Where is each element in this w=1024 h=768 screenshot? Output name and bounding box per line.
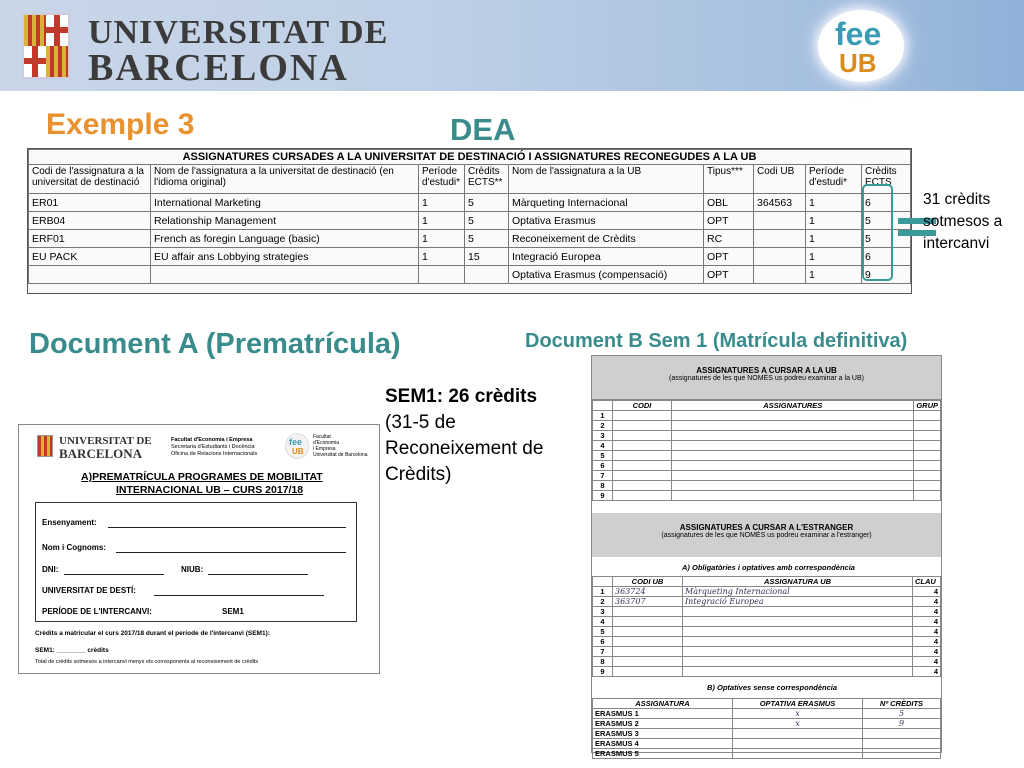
clau-cell: 4	[913, 607, 941, 617]
fee-ub-logo	[818, 10, 904, 82]
empty-cell	[672, 461, 914, 471]
clau-cell: 4	[913, 667, 941, 677]
doc-b-sec1-sub: (assignatures de les que NOMÉS us podreu examinar a la UB)	[669, 375, 864, 382]
table-row	[593, 587, 941, 597]
doc-a-form-box	[35, 502, 357, 622]
field-dni-label: DNI:	[42, 565, 59, 574]
fee-logo-text: fee	[289, 437, 303, 447]
doc-b-col-header: Nº CRÈDITS	[863, 699, 941, 709]
doc-b-col-header: ASSIGNATURA	[593, 699, 733, 709]
empty-cell	[914, 421, 941, 431]
dea-table-cell	[29, 266, 151, 284]
doc-b-col-header: OPTATIVA ERASMUS	[733, 699, 863, 709]
dea-table-cell: ERB04	[29, 212, 151, 230]
table-row	[593, 411, 941, 421]
doc-a-faculty: Facultat d'Economia i Empresa	[171, 437, 253, 443]
erasmus-name: ERASMUS 4	[593, 739, 733, 749]
empty-cell	[914, 461, 941, 471]
doc-b-heading: Document B Sem 1 (Matrícula definitiva)	[525, 330, 908, 352]
dea-table-cell: 15	[465, 248, 509, 266]
dea-scanned-table	[27, 148, 912, 294]
row-number: 6	[593, 461, 613, 471]
fee-logo-ub: UB	[839, 48, 877, 78]
empty-cell	[612, 491, 671, 501]
handwritten-code	[613, 657, 683, 667]
table-row	[593, 607, 941, 617]
sem1-credits: SEM1: 26 crèdits	[385, 386, 538, 407]
dea-col-header: Nom de l'assignatura a la UB	[509, 165, 704, 194]
dea-table-cell: OBL	[704, 194, 754, 212]
table-row	[593, 431, 941, 441]
handwritten-code	[613, 667, 683, 677]
dea-table-cell	[754, 230, 806, 248]
doc-b-sec1-table	[592, 400, 941, 501]
doc-a-sem1-label: SEM1: ________ crèdits	[35, 647, 109, 654]
dea-col-header: Codi de l'assignatura a la universitat de destinació	[29, 165, 151, 194]
erasmus-name: ERASMUS 2	[593, 719, 733, 729]
dea-table-cell: International Marketing	[151, 194, 419, 212]
side-note-line: intercanvi	[923, 235, 990, 252]
empty-cell	[914, 481, 941, 491]
doc-b-col-header: CODI UB	[613, 577, 683, 587]
table-row	[593, 637, 941, 647]
field-univ-line	[154, 595, 324, 596]
sem1-note-line: Reconeixement de	[385, 438, 544, 459]
row-number: 3	[593, 607, 613, 617]
dea-table-cell	[151, 266, 419, 284]
table-row	[593, 421, 941, 431]
row-number: 4	[593, 441, 613, 451]
doc-b-sec3-table	[592, 698, 941, 759]
empty-cell	[672, 411, 914, 421]
handwritten-credits: 9	[863, 719, 941, 729]
empty-cell	[914, 411, 941, 421]
handwritten-credits: 5	[863, 709, 941, 719]
dea-table-cell: ERF01	[29, 230, 151, 248]
side-note-line: 31 crèdits	[923, 191, 991, 208]
dea-col-header: Període d'estudi*	[419, 165, 465, 194]
empty-cell	[914, 441, 941, 451]
field-dni-line	[64, 574, 164, 575]
handwritten-code: 363707	[613, 597, 683, 607]
handwritten-subject	[683, 647, 913, 657]
table-row	[593, 481, 941, 491]
handwritten-code	[613, 607, 683, 617]
handwritten-mark: x	[733, 719, 863, 729]
field-nom-label: Nom i Cognoms:	[42, 543, 106, 552]
doc-a-title1: A)PREMATRÍCULA PROGRAMES DE MOBILITAT	[81, 471, 323, 483]
handwritten-code: 363724	[613, 587, 683, 597]
empty-cell	[612, 421, 671, 431]
fee-ub-logo	[285, 433, 309, 459]
row-number: 2	[593, 421, 613, 431]
field-nom-line	[116, 552, 346, 553]
dea-col-header: Codi UB	[754, 165, 806, 194]
dea-table-cell: 1	[419, 248, 465, 266]
table-row	[29, 212, 911, 230]
row-number: 7	[593, 471, 613, 481]
table-row	[593, 719, 941, 729]
row-number: 1	[593, 587, 613, 597]
table-row	[593, 627, 941, 637]
table-row	[593, 709, 941, 719]
dea-table-cell: 5	[465, 230, 509, 248]
empty-cell	[914, 471, 941, 481]
dea-table-cell: OPT	[704, 248, 754, 266]
table-row	[593, 597, 941, 607]
fee-logo-text: fee	[835, 16, 882, 52]
doc-b-sec2-title: ASSIGNATURES A CURSAR A L'ESTRANGER	[679, 523, 854, 532]
clau-cell: 4	[913, 637, 941, 647]
field-niub-label: NIUB:	[181, 565, 204, 574]
table-row	[593, 647, 941, 657]
row-number: 2	[593, 597, 613, 607]
doc-b-sec1-title: ASSIGNATURES A CURSAR A LA UB	[696, 366, 837, 375]
doc-b-col-header: GRUP	[914, 401, 941, 411]
dea-table-cell: 5	[465, 212, 509, 230]
empty-cell	[612, 461, 671, 471]
dea-table-cell: Optativa Erasmus	[509, 212, 704, 230]
table-row	[593, 729, 941, 739]
dea-table-cell: OPT	[704, 212, 754, 230]
dea-table-cell: French as foregin Language (basic)	[151, 230, 419, 248]
dea-table-cell: Reconeixement de Crèdits	[509, 230, 704, 248]
table-row	[593, 667, 941, 677]
doc-a-faculty: Oficina de Relacions Internacionals	[171, 451, 258, 457]
table-row	[593, 739, 941, 749]
dea-table-cell	[754, 248, 806, 266]
handwritten-mark	[733, 739, 863, 749]
doc-b-sec2-a: A) Obligatòries i optatives amb correspondència	[682, 563, 855, 572]
table-row	[593, 491, 941, 501]
row-number: 7	[593, 647, 613, 657]
doc-a-heading: Document A (Prematrícula)	[29, 328, 401, 360]
ub-shield-logo	[37, 435, 53, 457]
doc-b-sec1-header	[592, 356, 941, 400]
dea-table-cell: 1	[419, 212, 465, 230]
dea-table-cell: 1	[806, 248, 862, 266]
handwritten-subject	[683, 617, 913, 627]
row-number: 8	[593, 481, 613, 491]
empty-cell	[612, 441, 671, 451]
empty-cell	[612, 431, 671, 441]
handwritten-credits	[863, 739, 941, 749]
doc-b-sec2-table	[592, 576, 941, 677]
handwritten-subject	[683, 657, 913, 667]
field-ensenyament-label: Ensenyament:	[42, 518, 97, 527]
row-number: 5	[593, 627, 613, 637]
fee-side-line: d'Economia	[313, 440, 339, 446]
table-row	[593, 441, 941, 451]
handwritten-subject	[683, 667, 913, 677]
side-note-line: sotmesos a	[923, 213, 1003, 230]
dea-table-cell: 5	[465, 194, 509, 212]
dea-col-header: Crèdits ECTS**	[465, 165, 509, 194]
table-row	[29, 194, 911, 212]
doc-b-col-header: CLAU	[913, 577, 941, 587]
dea-col-header: Tipus***	[704, 165, 754, 194]
ects-highlight-box	[862, 184, 893, 281]
document-b-matricula	[591, 355, 942, 758]
erasmus-name: ERASMUS 1	[593, 709, 733, 719]
handwritten-subject: Màrqueting Internacional	[683, 587, 913, 597]
doc-a-fee-side	[313, 434, 367, 458]
dea-table-cell	[465, 266, 509, 284]
handwritten-code	[613, 617, 683, 627]
doc-b-sec2-header	[592, 513, 941, 557]
dea-table-cell: Relationship Management	[151, 212, 419, 230]
sem1-note	[385, 384, 543, 488]
empty-cell	[612, 411, 671, 421]
dea-col-header: Període d'estudi*	[806, 165, 862, 194]
dea-table-cell: OPT	[704, 266, 754, 284]
dea-table-cell: 1	[806, 194, 862, 212]
dea-table-cell: EU affair ans Lobbying strategies	[151, 248, 419, 266]
empty-cell	[612, 481, 671, 491]
doc-b-sec2-b: B) Optatives sense correspondència	[707, 683, 838, 692]
empty-cell	[914, 431, 941, 441]
example-heading: Exemple 3	[46, 108, 195, 141]
dea-table-cell: Màrqueting Internacional	[509, 194, 704, 212]
erasmus-name: ERASMUS 5	[593, 749, 733, 759]
clau-cell: 4	[913, 627, 941, 637]
dea-col-header: Nom de l'assignatura a la universitat de destinació (en l'idioma original)	[151, 165, 419, 194]
table-row	[593, 471, 941, 481]
handwritten-subject: Integració Europea	[683, 597, 913, 607]
handwritten-mark: x	[733, 709, 863, 719]
empty-cell	[612, 451, 671, 461]
doc-b-col-header: ASSIGNATURES	[672, 401, 914, 411]
dea-table-cell: 1	[806, 212, 862, 230]
doc-a-faculty: Secretaria d'Estudiants i Docència	[171, 444, 255, 450]
dea-table-cell: 5	[862, 212, 911, 230]
fee-side-line: i Empresa	[313, 446, 336, 452]
dea-table-cell: 6	[862, 194, 911, 212]
doc-b-col-header: CODI	[612, 401, 671, 411]
dea-table-cell: 9	[862, 266, 911, 284]
handwritten-mark	[733, 749, 863, 759]
doc-a-credits-line: Crèdits a matricular el curs 2017/18 durant el període de l'intercanvi (SEM1):	[35, 630, 270, 637]
dea-table-cell: Integració Europea	[509, 248, 704, 266]
empty-cell	[672, 451, 914, 461]
clau-cell: 4	[913, 587, 941, 597]
dea-table-cell: 364563	[754, 194, 806, 212]
ub-name-line1: UNIVERSITAT DE	[88, 14, 389, 51]
doc-a-ub-line2: BARCELONA	[59, 446, 143, 461]
clau-cell: 4	[913, 597, 941, 607]
dea-table-cell: EU PACK	[29, 248, 151, 266]
empty-cell	[914, 451, 941, 461]
empty-cell	[672, 481, 914, 491]
handwritten-code	[613, 647, 683, 657]
table-row	[29, 230, 911, 248]
ub-name-line2: BARCELONA	[88, 47, 349, 89]
erasmus-name: ERASMUS 3	[593, 729, 733, 739]
dea-table-cell: 1	[419, 194, 465, 212]
handwritten-mark	[733, 729, 863, 739]
clau-cell: 4	[913, 647, 941, 657]
fee-logo-ub: UB	[292, 447, 304, 456]
side-note	[923, 189, 1002, 255]
sem1-note-line: Crèdits)	[385, 464, 452, 485]
fee-side-line: Facultat	[313, 434, 331, 440]
row-number: 1	[593, 411, 613, 421]
empty-cell	[672, 441, 914, 451]
empty-cell	[672, 491, 914, 501]
dea-table-cell: 1	[419, 230, 465, 248]
field-univ-label: UNIVERSITAT DE DESTÍ:	[42, 586, 136, 595]
row-number: 5	[593, 451, 613, 461]
fee-side-line: Universitat de Barcelona	[313, 452, 368, 458]
dea-table-cell: ER01	[29, 194, 151, 212]
table-row	[593, 657, 941, 667]
empty-cell	[672, 421, 914, 431]
row-number: 4	[593, 617, 613, 627]
table-row	[593, 461, 941, 471]
handwritten-credits	[863, 729, 941, 739]
row-number: 3	[593, 431, 613, 441]
table-row	[29, 248, 911, 266]
handwritten-code	[613, 627, 683, 637]
table-row	[593, 749, 941, 759]
dea-table-title: ASSIGNATURES CURSADES A LA UNIVERSITAT DE DESTINACIÓ I ASSIGNATURES RECONEGUDES A LA UB	[29, 150, 911, 165]
handwritten-subject	[683, 637, 913, 647]
dea-table-cell	[754, 212, 806, 230]
row-number: 9	[593, 667, 613, 677]
dea-table-cell	[754, 266, 806, 284]
clau-cell: 4	[913, 617, 941, 627]
doc-a-total-line: Total de crèdits sotmesos a intercanvi menys els corresponents al reconeixement de crèdits	[35, 659, 259, 665]
dea-col-header: Crèdits ECTS	[862, 165, 911, 194]
field-periode-value: SEM1	[222, 607, 244, 616]
empty-cell	[672, 471, 914, 481]
handwritten-subject	[683, 607, 913, 617]
dea-table-cell: 1	[806, 266, 862, 284]
field-niub-line	[208, 574, 308, 575]
ub-shield-logo	[22, 13, 70, 79]
sem1-note-line: (31-5 de	[385, 412, 456, 433]
handwritten-subject	[683, 627, 913, 637]
empty-cell	[914, 491, 941, 501]
table-row	[29, 266, 911, 284]
dea-table-cell: 5	[862, 230, 911, 248]
dea-table-cell: RC	[704, 230, 754, 248]
doc-b-sec2-sub: (assignatures de les que NOMÉS us podreu examinar a l'estranger)	[661, 532, 872, 539]
handwritten-credits	[863, 749, 941, 759]
header-banner	[0, 0, 1024, 91]
row-number: 8	[593, 657, 613, 667]
empty-cell	[672, 431, 914, 441]
field-ensenyament-line	[108, 527, 346, 528]
doc-a-ub-line1: UNIVERSITAT DE	[59, 435, 152, 447]
table-row	[593, 617, 941, 627]
field-periode-label: PERÍODE DE L'INTERCANVI:	[42, 607, 152, 616]
document-a-prematricula	[18, 424, 380, 674]
dea-table-cell	[419, 266, 465, 284]
handwritten-code	[613, 637, 683, 647]
dea-table-cell: Optativa Erasmus (compensació)	[509, 266, 704, 284]
empty-cell	[612, 471, 671, 481]
doc-a-title2: INTERNACIONAL UB – CURS 2017/18	[116, 484, 304, 496]
row-number: 6	[593, 637, 613, 647]
clau-cell: 4	[913, 657, 941, 667]
doc-b-col-header: ASSIGNATURA UB	[683, 577, 913, 587]
dea-heading: DEA	[450, 112, 516, 147]
dea-table-cell: 6	[862, 248, 911, 266]
row-number: 9	[593, 491, 613, 501]
table-row	[593, 451, 941, 461]
dea-table-cell: 1	[806, 230, 862, 248]
